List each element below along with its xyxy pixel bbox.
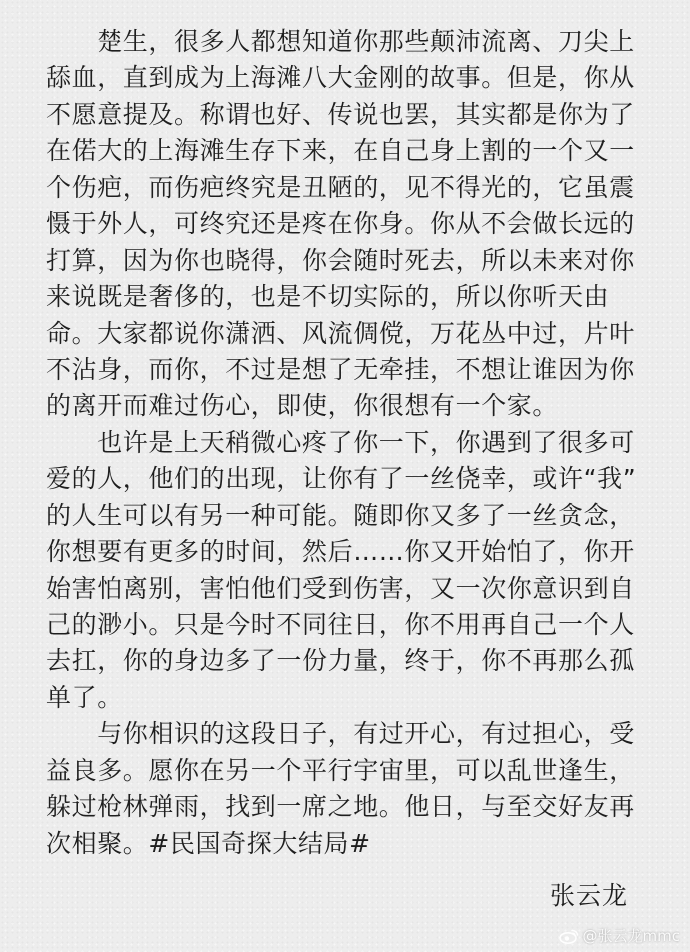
signature: 张云龙 [550,881,629,910]
letter-line: 次相聚。#民国奇探大结局# [46,828,371,858]
letter-line: 单了。 [46,682,123,712]
letter-line: 个伤疤，而伤疤终究是丑陋的，见不得光的，它虽震 [46,172,635,202]
letter-line: 躲过枪林弹雨，找到一席之地。他日，与至交好友再 [46,792,635,822]
letter-line: 去扛，你的身边多了一份力量，终于，你不再那么孤 [46,646,635,676]
letter-line: 不沾身，而你，不过是想了无牵挂，不想让谁因为你 [46,354,635,384]
letter-line: 爱的人，他们的出现，让你有了一丝侥幸，或许“我” [46,464,637,494]
watermark-text: @张云龙mmc [582,927,680,945]
letter-line: 的离开而难过伤心，即使，你很想有一个家。 [46,391,559,421]
letter-line: 也许是上天稍微心疼了你一下，你遇到了很多可 [46,427,635,457]
watermark [559,925,680,946]
letter-line: 慑于外人，可终究还是疼在你身。你从不会做长远的 [46,209,635,239]
letter-line: 己的渺小。只是今时不同往日，你不用再自己一个人 [46,610,635,639]
letter-line: 益良多。愿你在另一个平行宇宙里，可以乱世逢生， [46,755,635,785]
letter-line: 的人生可以有另一种可能。随即你又多了一丝贪念， [46,500,635,530]
letter-line: 与你相识的这段日子，有过开心，有过担心，受 [46,719,635,749]
letter-line: 你想要有更多的时间，然后……你又开始怕了，你开 [46,537,635,567]
weibo-icon [559,928,579,944]
letter-body [46,24,656,862]
letter-line: 始害怕离别，害怕他们受到伤害，又一次你意识到自 [46,573,635,603]
letter-line: 不愿意提及。称谓也好、传说也罢，其实都是你为了 [46,99,635,129]
letter-line: 命。大家都说你潇洒、风流倜傥，万花丛中过，片叶 [46,318,635,348]
letter-line: 舔血，直到成为上海滩八大金刚的故事。但是，你从 [46,63,635,93]
letter-line: 在偌大的上海滩生存下来，在自己身上割的一个又一 [46,136,635,166]
letter-line: 打算，因为你也晓得，你会随时死去，所以未来对你 [46,245,635,275]
letter-line: 来说既是奢侈的，也是不切实际的，所以你听天由 [46,282,610,312]
letter-line: 楚生，很多人都想知道你那些颠沛流离、刀尖上 [46,27,635,56]
